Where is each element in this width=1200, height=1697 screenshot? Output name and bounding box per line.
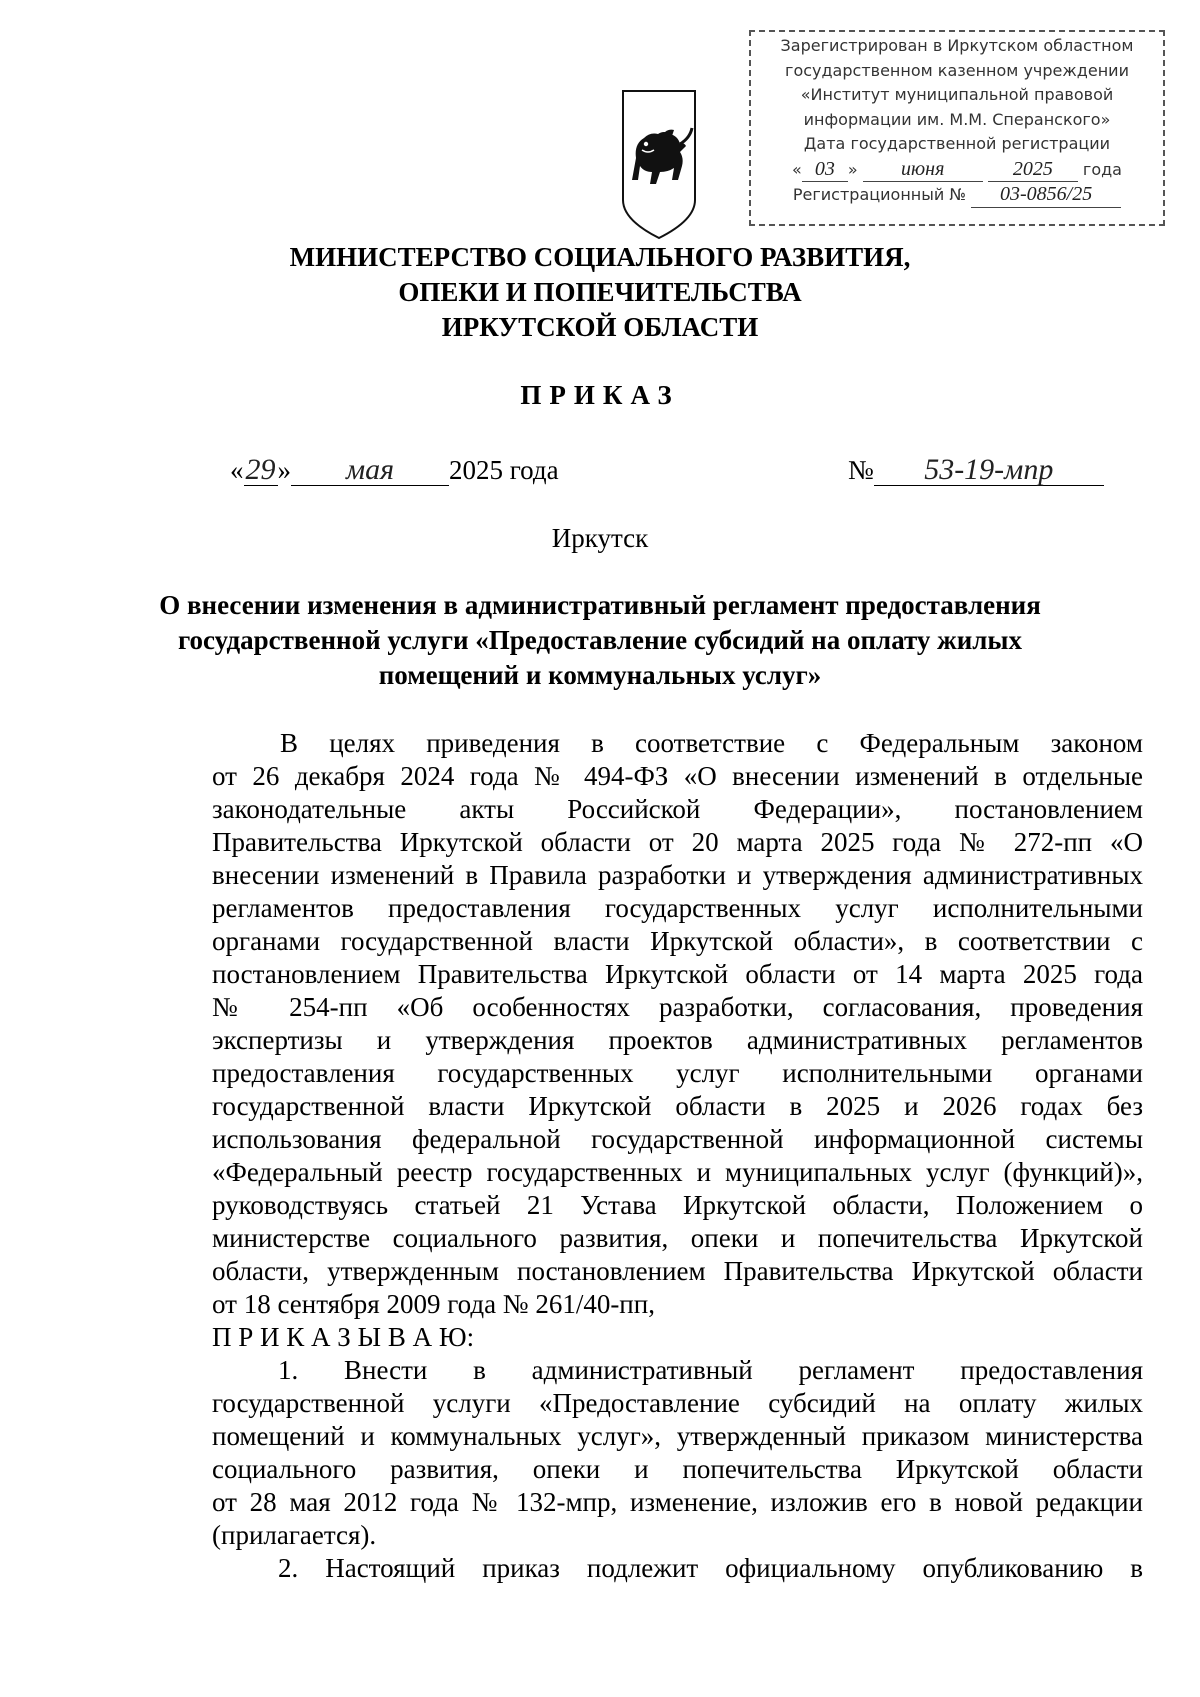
order-date: «29» мая 2025 года [230, 453, 559, 486]
stamp-line: «Институт муниципальной правовой [800, 85, 1114, 104]
registration-stamp [749, 30, 1165, 226]
body-line: от 26 декабря 2024 года № 494-ФЗ «О внесении изменений в отдельные [212, 761, 1143, 791]
order-subject: О внесении изменения в административный регламент предоставления государственной услуги «Предоставление субсидий на оплату жилых помещений и коммунальных услуг» [159, 590, 1041, 690]
body-line: Правительства Иркутской области от 20 марта 2025 года № 272-пп «О [212, 827, 1143, 857]
stamp-month: июня [863, 157, 983, 183]
stamp-line: Дата государственной регистрации [803, 134, 1111, 153]
body-line: внесении изменений в Правила разработки и утверждения административных [212, 860, 1143, 890]
order-month: мая [291, 455, 449, 486]
stamp-year: 2025 [988, 157, 1078, 183]
body-line: предоставления государственных услуг исполнительными органами [212, 1058, 1143, 1088]
body-line: «Федеральный реестр государственных и муниципальных услуг (функций)», [212, 1157, 1143, 1187]
body-line: регламентов предоставления государственных услуг исполнительными [212, 893, 1143, 923]
body-line: министерстве социального развития, опеки и попечительства Иркутской [212, 1223, 1143, 1253]
ministry-title: МИНИСТЕРСТВО СОЦИАЛЬНОГО РАЗВИТИЯ, ОПЕКИ И ПОПЕЧИТЕЛЬСТВА ИРКУТСКОЙ ОБЛАСТИ [289, 242, 911, 342]
stamp-line: Зарегистрирован в Иркутском областном [780, 36, 1134, 55]
stamp-reg-number: 03-0856/25 [971, 182, 1121, 208]
body-line: органами государственной власти Иркутской области», в соответствии с [212, 926, 1143, 956]
body-line: государственной власти Иркутской области в 2025 и 2026 годах без [212, 1091, 1143, 1121]
stamp-date: « 03 » июня 2025 года [751, 157, 1163, 183]
body-line: области, утвержденным постановлением Правительства Иркутской области [212, 1256, 1143, 1286]
body-line: государственной услуги «Предоставление субсидий на оплату жилых [212, 1388, 1143, 1418]
body-line: постановлением Правительства Иркутской области от 14 марта 2025 года [212, 959, 1143, 989]
body-line: социального развития, опеки и попечительства Иркутской области [212, 1454, 1143, 1484]
order-number-value: 53-19-мпр [874, 455, 1104, 486]
body-line: помещений и коммунальных услуг», утвержденный приказом министерства [212, 1421, 1143, 1451]
stamp-day: 03 [802, 157, 848, 183]
body-line: 1. Внести в административный регламент предоставления [278, 1355, 1143, 1385]
stamp-line: информации им. М.М. Сперанского» [803, 109, 1111, 129]
body-line: руководствуясь статьей 21 Устава Иркутской области, Положением о [212, 1190, 1143, 1220]
order-year: 2025 года [449, 455, 559, 485]
document-type: ПРИКАЗ [520, 380, 680, 410]
order-number: № 53-19-мпр [848, 452, 1104, 488]
order-word: П Р И К А З Ы В А Ю: [212, 1322, 475, 1352]
body-line: 2. Настоящий приказ подлежит официальному опубликованию в [278, 1553, 1143, 1583]
stamp-line: государственном казенном учреждении [785, 60, 1129, 80]
body-line: законодательные акты Российской Федерации», постановлением [212, 794, 1143, 824]
body-line: № 254-пп «Об особенностях разработки, согласования, проведения [212, 992, 1143, 1022]
body-line: от 28 мая 2012 года № 132-мпр, изменение, изложив его в новой редакции [212, 1487, 1143, 1517]
body-line: В целях приведения в соответствие с Федеральным законом [280, 728, 1143, 758]
body-line: использования федеральной государственной информационной системы [212, 1124, 1143, 1154]
coat-of-arms-icon [620, 88, 698, 240]
order-body [212, 727, 1143, 1585]
city: Иркутск [551, 523, 649, 553]
body-line: от 18 сентября 2009 года № 261/40-пп, [212, 1289, 655, 1319]
order-day: 29 [245, 453, 276, 486]
stamp-reg: Регистрационный № 03-0856/25 [751, 182, 1163, 208]
body-line: (прилагается). [212, 1520, 377, 1550]
body-line: экспертизы и утверждения проектов административных регламентов [212, 1025, 1143, 1055]
